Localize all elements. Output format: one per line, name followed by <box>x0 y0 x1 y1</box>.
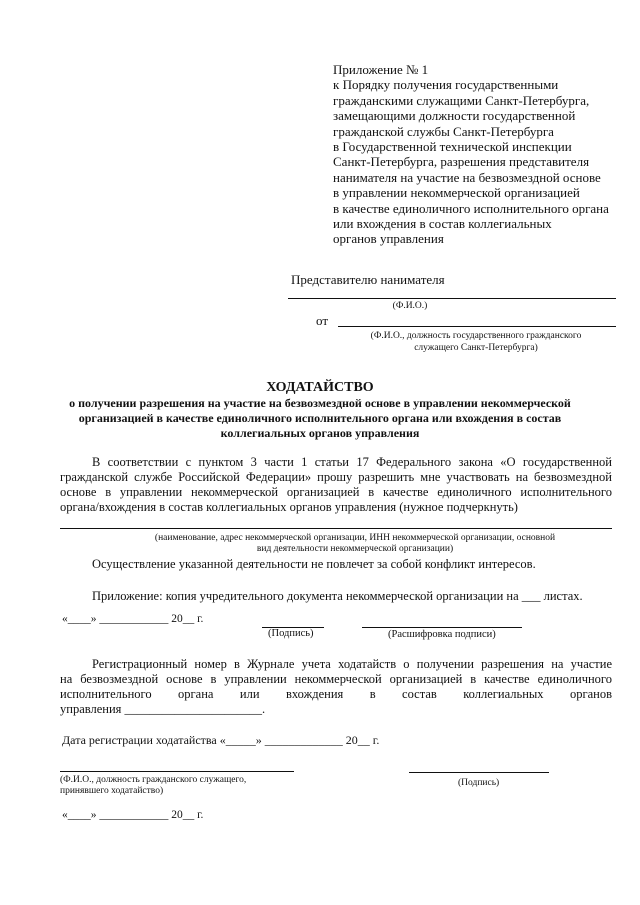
date-line-2: «____» ____________ 20__ г. <box>62 809 204 821</box>
appendix-block <box>333 62 633 247</box>
body-para-line: гражданской службе Российской Федерации» прошу разрешить мне участвовать на безвозмездной <box>60 470 612 484</box>
appendix-line: органов управления <box>333 231 444 247</box>
addressee-from-caption-2: служащего Санкт-Петербурга) <box>414 343 538 353</box>
org-caption-2: вид деятельности некоммерческой организации) <box>256 544 454 554</box>
body-para-line: основе в управлении некоммерческой организацией в качестве единоличного исполнительного <box>60 485 612 499</box>
addressee-fio-caption: (Ф.И.О.) <box>392 301 428 311</box>
reg-para-line: на безвозмездной основе в управлении некоммерческой организацией в качестве единоличного <box>60 672 612 686</box>
receiver-fio-caption-1: (Ф.И.О., должность гражданского служащего, <box>60 775 247 785</box>
receiver-fio-line <box>60 771 294 772</box>
reg-para-line: Регистрационный номер в Журнале учета ходатайств о получении разрешения на участие <box>92 657 612 671</box>
date-line-1: «____» ____________ 20__ г. <box>62 613 204 625</box>
appendix-line: нанимателя на участие на безвозмездной основе <box>333 169 601 185</box>
reg-para-line: исполнительного органа или вхождения в состав коллегиальных органов <box>60 687 612 701</box>
addressee-from-label: от <box>316 313 329 328</box>
decoding-line <box>362 627 522 628</box>
document-title: ХОДАТАЙСТВО <box>266 380 374 395</box>
appendix-line: в качестве единоличного исполнительного органа <box>333 200 609 216</box>
reg-date: Дата регистрации ходатайства «_____» _____________ 20__ г. <box>62 733 380 747</box>
no-conflict-text: Осуществление указанной деятельности не повлечет за собой конфликт интересов. <box>92 557 536 571</box>
body-para-line: В соответствии с пунктом 3 части 1 статьи 17 Федерального закона «О государственной <box>92 455 612 469</box>
appendix-line: Приложение № 1 <box>333 62 429 77</box>
decoding-caption: (Расшифровка подписи) <box>388 629 496 640</box>
appendix-line: или вхождения в состав коллегиальных <box>333 216 552 232</box>
reg-last-line: управления ______________________. <box>60 702 266 716</box>
attachment-text: Приложение: копия учредительного документа некоммерческой организации на ___ листах. <box>92 589 583 603</box>
appendix-line: Санкт-Петербурга, разрешения представителя <box>333 154 590 170</box>
document-subtitle-2: организацией в качестве единоличного исполнительного органа или вхождения в состав <box>78 411 562 425</box>
receiver-signature-caption: (Подпись) <box>458 778 500 788</box>
receiver-signature-line <box>409 772 549 773</box>
org-line <box>60 528 612 529</box>
appendix-line: в управлении некоммерческой организацией <box>333 185 580 201</box>
addressee-from-line <box>338 326 616 327</box>
appendix-line: в Государственной технической инспекции <box>333 139 572 155</box>
appendix-line: к Порядку получения государственными <box>333 77 559 93</box>
addressee-to: Представителю нанимателя <box>291 272 445 287</box>
body-para-line: органа/вхождения в состав коллегиальных органов управления (нужное подчеркнуть) <box>60 500 518 514</box>
document-subtitle-1: о получении разрешения на участие на безвозмездной основе в управлении некоммерческой <box>69 396 571 410</box>
appendix-line: замещающими должности государственной <box>333 108 576 124</box>
appendix-line: гражданскими служащими Санкт-Петербурга, <box>333 92 590 108</box>
document-subtitle-3: коллегиальных органов управления <box>220 426 420 440</box>
signature-caption: (Подпись) <box>268 628 314 639</box>
appendix-line: гражданской службы Санкт-Петербурга <box>333 123 554 139</box>
receiver-fio-caption-2: принявшего ходатайство) <box>60 786 164 796</box>
addressee-from-caption-1: (Ф.И.О., должность государственного гражданского <box>370 331 582 341</box>
addressee-fio-line <box>288 298 616 299</box>
org-caption-1: (наименование, адрес некоммерческой организации, ИНН некоммерческой организации, основной <box>154 533 556 543</box>
